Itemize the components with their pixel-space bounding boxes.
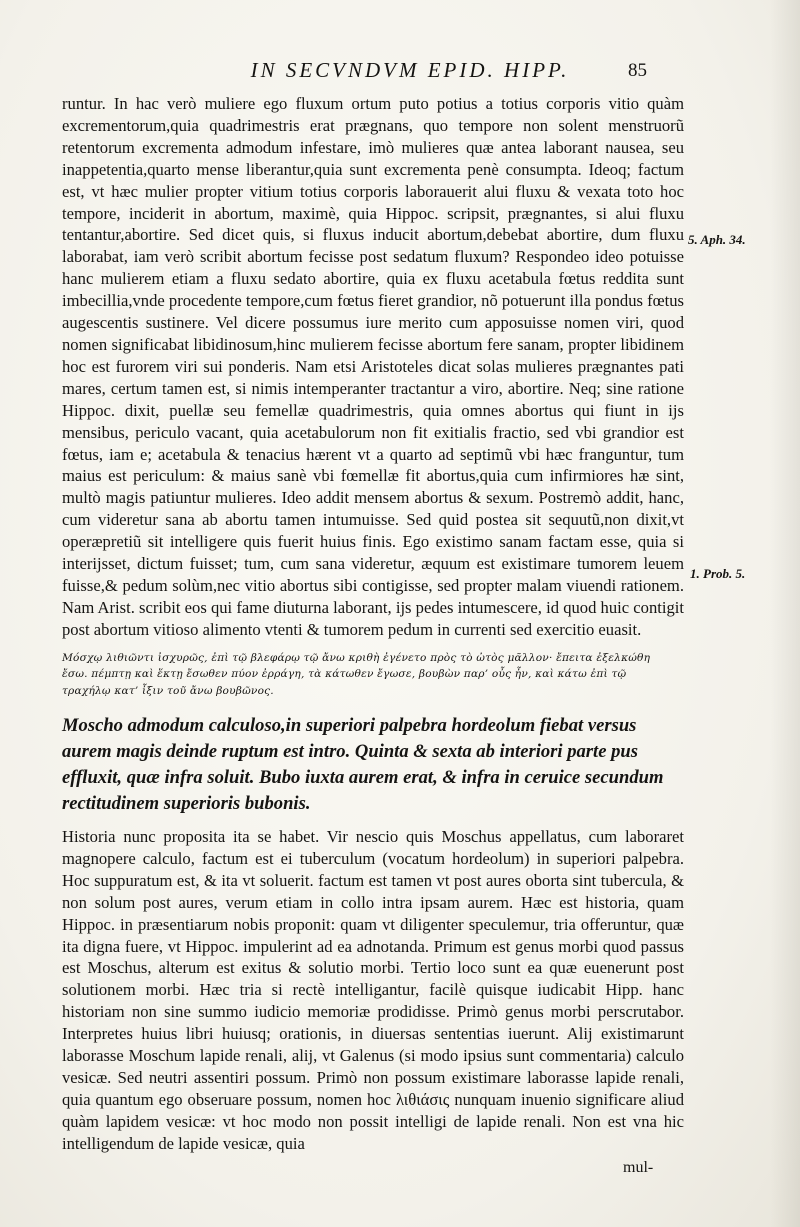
page-edge-shadow: [770, 0, 800, 1227]
lemma-text: Moscho admodum calculoso,in superiori palpebra hordeolum fiebat versus aurem magis deinde ruptum est intro. Quinta & sexta ab interiori parte pus effluxit, quæ infra soluit. Bubo iuxta aurem erat, & infra in ceruice secundum rectitudinem superioris bubonis.: [62, 715, 664, 814]
greek-quotation: [62, 650, 684, 699]
page-number: 85: [628, 60, 647, 81]
paragraph-commentary: runtur. In hac verò muliere ego fluxum ortum puto potius a totius corporis vitio quàm excrementorum,quia quadrimestris erat prægnans, quo tempore non solent menstruorũ retentorum excrementa admodum infestare, imò mulieres quæ antea laborant nausea, seu inappetentia,quarto mense liberantur,quia sunt excrementa penè consumpta. Ideoq; factum est, vt hæc mulier propter vitium totius corporis laborauerit alui fluxu & vexata toto hoc tempore, inciderit in abortum, maximè, quia Hippoc. scripsit, prægnantes, si alui fluxu tentantur,abortire. Sed dicet quis, si fluxus inducit abortum,debebat abortire, dum fluxu laborabat, iam verò scribit abortum fecisse post sedatum fluxum? Respondeo ideo potuisse hanc mulierem etiam a fluxu sedato abortire, quia ex fluxu acetabula fœtus reddita sunt imbecillia,vnde procedente tempore,cum fœtus fieret grandior, nõ potuerunt illa pondus fœtus augescentis sustinere. Vel dicere possumus iure merito cum apposuisse nomen viri, quod nomen significabat libidinosum,hinc mulierem fecisse abortum fere sanam, propter libidinem hoc est furorem viri sui ponderis. Nam etsi Aristoteles dicat solas mulieres prægnantes pati mares, certum tamen est, si nimis intemperanter tractantur a viro, abortire. Neq; sine ratione Hippoc. dixit, puellæ seu femellæ quadrimestris, quia omnes abortus qui fiunt in ijs mensibus, periculo vacant, quia acetabulorum non fit exitialis fractio, sed vbi grandior est fœtus, iam e; acetabula & tenacius hærent vt a quarto ad septimũ vbi hæc franguntur, tum maius est periculum: & maius sanè vbi fœmellæ fit abortus,quia cum infirmiores hæ sint, multò magis patiuntur mulieres. Ideo addit mensem abortus & sexum. Postremò addit, hanc, cum videretur sana ab abortu tamen intumuisse. Sed quid postea sit sequutũ,non dixit,vt operæpretiũ sit intelligere quis fuerit huius finis. Ego existimo sanam factam esse, quia si interijsset, dictum fuisset; tum, cum sana videretur, æquum est existimare tumorem leuem fuisse,& pedum solùm,nec vitio abortus sibi contigisse, sed propter malam viuendi rationem. Nam Arist. scribit eos qui fame diuturna laborant, ijs pedes intumescere, id quod huic contigit post abortum vitioso alimento vtenti & tumorem pedum in currenti sed exercitio euasit.: [62, 94, 684, 639]
greek-line: Μόσχῳ λιθιῶντι ἰσχυρῶς, ἐπὶ τῷ βλεφάρῳ τῷ ἄνω κριθὴ ἐγένετο πρὸς τὸ ὠτὸς μᾶλλον· ἔπειτα ἐξελκώθη: [62, 652, 651, 664]
latin-lemma: [62, 713, 682, 817]
greek-line: τραχήλῳ κατ’ ἶξιν τοῦ ἄνω βουβῶνος.: [62, 684, 274, 697]
running-title: IN SECVNDVM EPID. HIPP.: [250, 58, 570, 82]
body-text-lower: [62, 826, 684, 1155]
margin-note-aphorism: 5. Aph. 34.: [688, 232, 746, 247]
body-text-upper: [62, 93, 684, 641]
margin-note-problem: 1. Prob. 5.: [690, 566, 746, 581]
greek-line: ἔσω. πέμπτῃ καὶ ἕκτῃ ἔσωθεν πύον ἐρράγη, τὰ κάτωθεν ἔγωσε, βουβὼν παρ’ οὖς ἦν, καὶ κάτω ἐπὶ τῷ: [62, 668, 627, 681]
paragraph-historia: Historia nunc proposita ita se habet. Vir nescio quis Moschus appellatus, cum laboraret magnopere calculo, factum est ei tuberculum (vocatum hordeolum) in superiori palpebra. Hoc suppuratum est, & ita vt soluerit. factum est tamen vt post aures oborta sint tubercula, & non solum post aures, verum etiam in collo intra ipsam aurem. Hæc est historia, quam Hippoc. in præsentiarum nobis proponit: quam vt diligenter speculemur, tria offeruntur, quæ ita digna fuere, vt Hippoc. impulerint ad ea adnotanda. Primum est genus morbi quod passus est Moschus, alterum est exitus & solutio morbi. Tertio loco sunt ea quæ euenerunt post solutionem morbi. Hæc tria si rectè intelligantur, facilè quisque iudicabit Hipp. hanc historiam non sine summo iudicio memoriæ prodidisse. Primò genus morbi perscrutabor. Interpretes huius libri huiusq; orationis, in diuersas sententias iuerunt. Alij existimarunt laborasse Moschum lapide renali, alij, vt Galenus (si modo ipsius sunt commentaria) calculo vesicæ. Sed neutri assentiri possum. Primò non possum existimare laborasse lapide renali, quia quantum ego obseruare possum, nomen hoc λιθιάσις nunquam inuenio significare aliud quàm lapidem vesicæ: vt hoc modo non possit intelligi de lapide renali. Non est vna hic intelligendum de lapide vesicæ, quia: [62, 827, 684, 1153]
catchword: mul-: [623, 1159, 654, 1176]
